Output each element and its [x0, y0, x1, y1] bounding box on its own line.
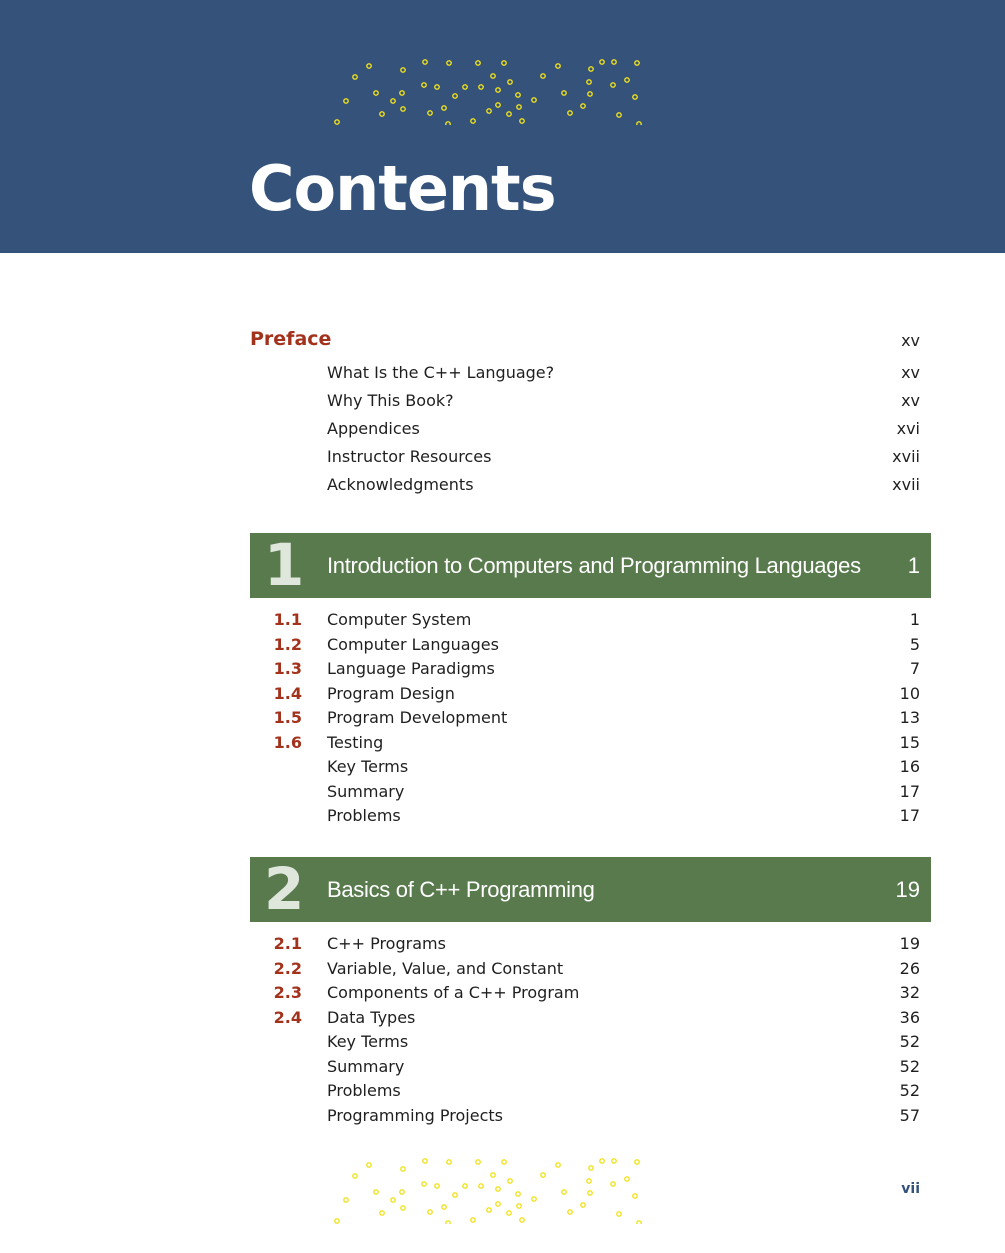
dot-mark	[401, 107, 405, 111]
section-entry[interactable]	[0, 981, 1005, 1005]
dot-mark	[508, 80, 512, 84]
dot-mark	[335, 120, 339, 124]
dot-mark	[496, 88, 500, 92]
dot-mark	[391, 99, 395, 103]
section-page-number: 36	[899, 1007, 920, 1027]
section-label: Programming Projects	[327, 1105, 503, 1125]
dot-mark	[435, 1184, 439, 1188]
dot-pattern-bottom	[334, 1156, 644, 1224]
dot-mark	[353, 1174, 357, 1178]
section-page-number: 1	[909, 610, 920, 629]
dot-mark	[496, 103, 500, 107]
section-page-number: 13	[899, 708, 920, 727]
dot-mark	[435, 85, 439, 89]
section-entry[interactable]	[0, 957, 1005, 981]
preface-heading[interactable]: Preface	[250, 328, 332, 350]
preface-page-number: xv	[901, 331, 920, 350]
section-label: Program Development	[327, 708, 508, 727]
dot-mark	[401, 1206, 405, 1210]
dot-mark	[532, 98, 536, 102]
dot-mark	[635, 1160, 639, 1164]
dot-mark	[453, 1193, 457, 1197]
section-entry[interactable]	[0, 657, 1005, 681]
section-label: Computer System	[327, 610, 472, 629]
preface-entry[interactable]	[0, 417, 1005, 441]
preface-entry[interactable]	[0, 361, 1005, 385]
dot-mark	[400, 91, 404, 95]
dot-mark	[423, 60, 427, 64]
dot-mark	[471, 1218, 475, 1222]
preface-entry[interactable]	[0, 445, 1005, 469]
section-label: Components of a C++ Program	[327, 983, 580, 1002]
dot-mark	[516, 1192, 520, 1196]
chapter-page-number: 1	[907, 553, 920, 578]
section-page-number: 5	[909, 634, 920, 654]
section-label: Key Terms	[327, 1032, 409, 1051]
entry-label: Why This Book?	[327, 391, 454, 410]
dot-mark	[625, 78, 629, 82]
dot-mark	[588, 1191, 592, 1195]
section-entry[interactable]	[0, 1055, 1005, 1079]
dot-mark	[507, 112, 511, 116]
dot-mark	[476, 1160, 480, 1164]
dot-mark	[516, 93, 520, 97]
dot-mark	[428, 111, 432, 115]
section-label: Data Types	[327, 1007, 416, 1027]
chapter-1-bar[interactable]	[250, 533, 931, 598]
dot-mark	[428, 1210, 432, 1214]
section-number: 1.3	[273, 659, 302, 678]
dot-mark	[422, 1182, 426, 1186]
dot-mark	[611, 1182, 615, 1186]
dot-mark	[517, 105, 521, 109]
section-entry[interactable]	[0, 706, 1005, 730]
section-page-number: 17	[899, 806, 920, 825]
dot-mark	[447, 1160, 451, 1164]
dot-mark	[446, 122, 450, 125]
dot-mark	[635, 61, 639, 65]
dot-mark	[401, 1167, 405, 1171]
section-entry[interactable]	[0, 780, 1005, 804]
chapter-number: 2	[264, 855, 305, 923]
dot-pattern-top	[334, 57, 644, 125]
dot-mark	[541, 74, 545, 78]
section-entry[interactable]	[0, 1030, 1005, 1054]
dot-mark	[446, 1221, 450, 1224]
dot-mark	[532, 1197, 536, 1201]
entry-page-number: xvi	[896, 419, 920, 438]
dot-mark	[612, 1159, 616, 1163]
section-page-number: 52	[899, 1081, 920, 1100]
dot-mark	[520, 119, 524, 123]
section-label: Key Terms	[327, 757, 409, 776]
chapter-page-number: 19	[895, 877, 920, 902]
dot-mark	[487, 1208, 491, 1212]
section-page-number: 26	[899, 958, 920, 978]
section-number: 2.4	[273, 1007, 302, 1027]
dot-mark	[611, 83, 615, 87]
section-page-number: 10	[899, 683, 920, 703]
dot-mark	[442, 106, 446, 110]
dot-mark	[637, 122, 641, 125]
section-entry[interactable]	[0, 731, 1005, 755]
dot-mark	[520, 1218, 524, 1222]
page-folio: vii	[901, 1181, 920, 1197]
dot-mark	[508, 1179, 512, 1183]
dot-mark	[463, 85, 467, 89]
dot-mark	[380, 112, 384, 116]
dot-mark	[374, 91, 378, 95]
dot-mark	[541, 1173, 545, 1177]
dot-mark	[581, 1203, 585, 1207]
preface-entry[interactable]	[0, 389, 1005, 413]
section-label: Language Paradigms	[327, 659, 495, 678]
entry-page-number: xvii	[892, 475, 920, 494]
dot-mark	[453, 94, 457, 98]
section-number: 1.6	[273, 732, 302, 752]
dot-mark	[487, 109, 491, 113]
dot-mark	[507, 1211, 511, 1215]
dot-mark	[588, 92, 592, 96]
dot-mark	[587, 1179, 591, 1183]
section-entry[interactable]	[0, 804, 1005, 828]
dot-mark	[496, 1202, 500, 1206]
dot-mark	[589, 67, 593, 71]
section-entry[interactable]	[0, 755, 1005, 779]
dot-mark	[335, 1219, 339, 1223]
dot-mark	[600, 1159, 604, 1163]
section-label: Testing	[327, 732, 384, 752]
dot-mark	[562, 91, 566, 95]
section-number: 1.1	[273, 610, 302, 629]
section-number: 2.1	[273, 934, 302, 953]
section-entry[interactable]	[0, 1104, 1005, 1128]
dot-mark	[568, 1210, 572, 1214]
section-label: Variable, Value, and Constant	[327, 958, 564, 978]
dot-mark	[617, 1212, 621, 1216]
dot-mark	[562, 1190, 566, 1194]
dot-mark	[517, 1204, 521, 1208]
preface-entry[interactable]	[0, 473, 1005, 497]
dot-mark	[344, 1198, 348, 1202]
dot-mark	[600, 60, 604, 64]
section-entry[interactable]	[0, 633, 1005, 657]
section-page-number: 57	[899, 1105, 920, 1125]
section-page-number: 52	[899, 1056, 920, 1076]
entry-label: Instructor Resources	[327, 447, 492, 466]
section-number: 2.3	[273, 983, 302, 1002]
dot-mark	[401, 68, 405, 72]
section-label: Summary	[327, 1056, 405, 1076]
dot-mark	[422, 83, 426, 87]
dot-mark	[400, 1190, 404, 1194]
dot-mark	[367, 64, 371, 68]
dot-mark	[556, 64, 560, 68]
page-title: Contents	[249, 152, 556, 225]
section-page-number: 7	[909, 659, 920, 678]
dot-mark	[568, 111, 572, 115]
section-label: Problems	[327, 806, 401, 825]
entry-page-number: xvii	[892, 447, 920, 466]
dot-mark	[617, 113, 621, 117]
dot-mark	[625, 1177, 629, 1181]
section-entry[interactable]	[0, 932, 1005, 956]
section-number: 1.4	[273, 683, 302, 703]
section-page-number: 19	[899, 934, 920, 953]
dot-mark	[491, 74, 495, 78]
dot-mark	[556, 1163, 560, 1167]
dot-mark	[367, 1163, 371, 1167]
chapter-title: Basics of C++ Programming	[327, 877, 595, 902]
entry-label: What Is the C++ Language?	[327, 363, 555, 382]
chapter-number: 1	[264, 531, 305, 599]
section-entry[interactable]	[0, 682, 1005, 706]
section-page-number: 17	[899, 781, 920, 801]
section-page-number: 15	[899, 732, 920, 752]
dot-mark	[353, 75, 357, 79]
entry-page-number: xv	[901, 363, 920, 382]
section-page-number: 32	[899, 983, 920, 1002]
dot-mark	[637, 1221, 641, 1224]
section-number: 1.5	[273, 708, 302, 727]
section-label: Problems	[327, 1081, 401, 1100]
dot-mark	[612, 60, 616, 64]
dot-mark	[442, 1205, 446, 1209]
dot-mark	[479, 1184, 483, 1188]
dot-mark	[479, 85, 483, 89]
dot-mark	[633, 95, 637, 99]
chapter-title: Introduction to Computers and Programming Languages	[327, 553, 861, 578]
section-label: Computer Languages	[327, 634, 499, 654]
dot-mark	[447, 61, 451, 65]
dot-mark	[463, 1184, 467, 1188]
dot-mark	[491, 1173, 495, 1177]
dot-mark	[587, 80, 591, 84]
entry-label: Acknowledgments	[327, 475, 474, 494]
dot-mark	[581, 104, 585, 108]
dot-mark	[589, 1166, 593, 1170]
section-label: C++ Programs	[327, 934, 446, 953]
dot-mark	[633, 1194, 637, 1198]
dot-mark	[423, 1159, 427, 1163]
section-label: Summary	[327, 781, 405, 801]
section-page-number: 16	[899, 757, 920, 776]
entry-label: Appendices	[327, 419, 420, 438]
dot-mark	[374, 1190, 378, 1194]
dot-mark	[344, 99, 348, 103]
section-number: 1.2	[273, 634, 302, 654]
dot-mark	[476, 61, 480, 65]
chapter-2-bar[interactable]	[250, 857, 931, 922]
dot-mark	[502, 1160, 506, 1164]
dot-mark	[496, 1187, 500, 1191]
section-label: Program Design	[327, 683, 455, 703]
dot-mark	[391, 1198, 395, 1202]
dot-mark	[380, 1211, 384, 1215]
section-entry[interactable]	[0, 1079, 1005, 1103]
dot-mark	[502, 61, 506, 65]
section-number: 2.2	[273, 958, 302, 978]
section-entry[interactable]	[0, 608, 1005, 632]
section-page-number: 52	[899, 1032, 920, 1051]
section-entry[interactable]	[0, 1006, 1005, 1030]
entry-page-number: xv	[901, 391, 920, 410]
dot-mark	[471, 119, 475, 123]
